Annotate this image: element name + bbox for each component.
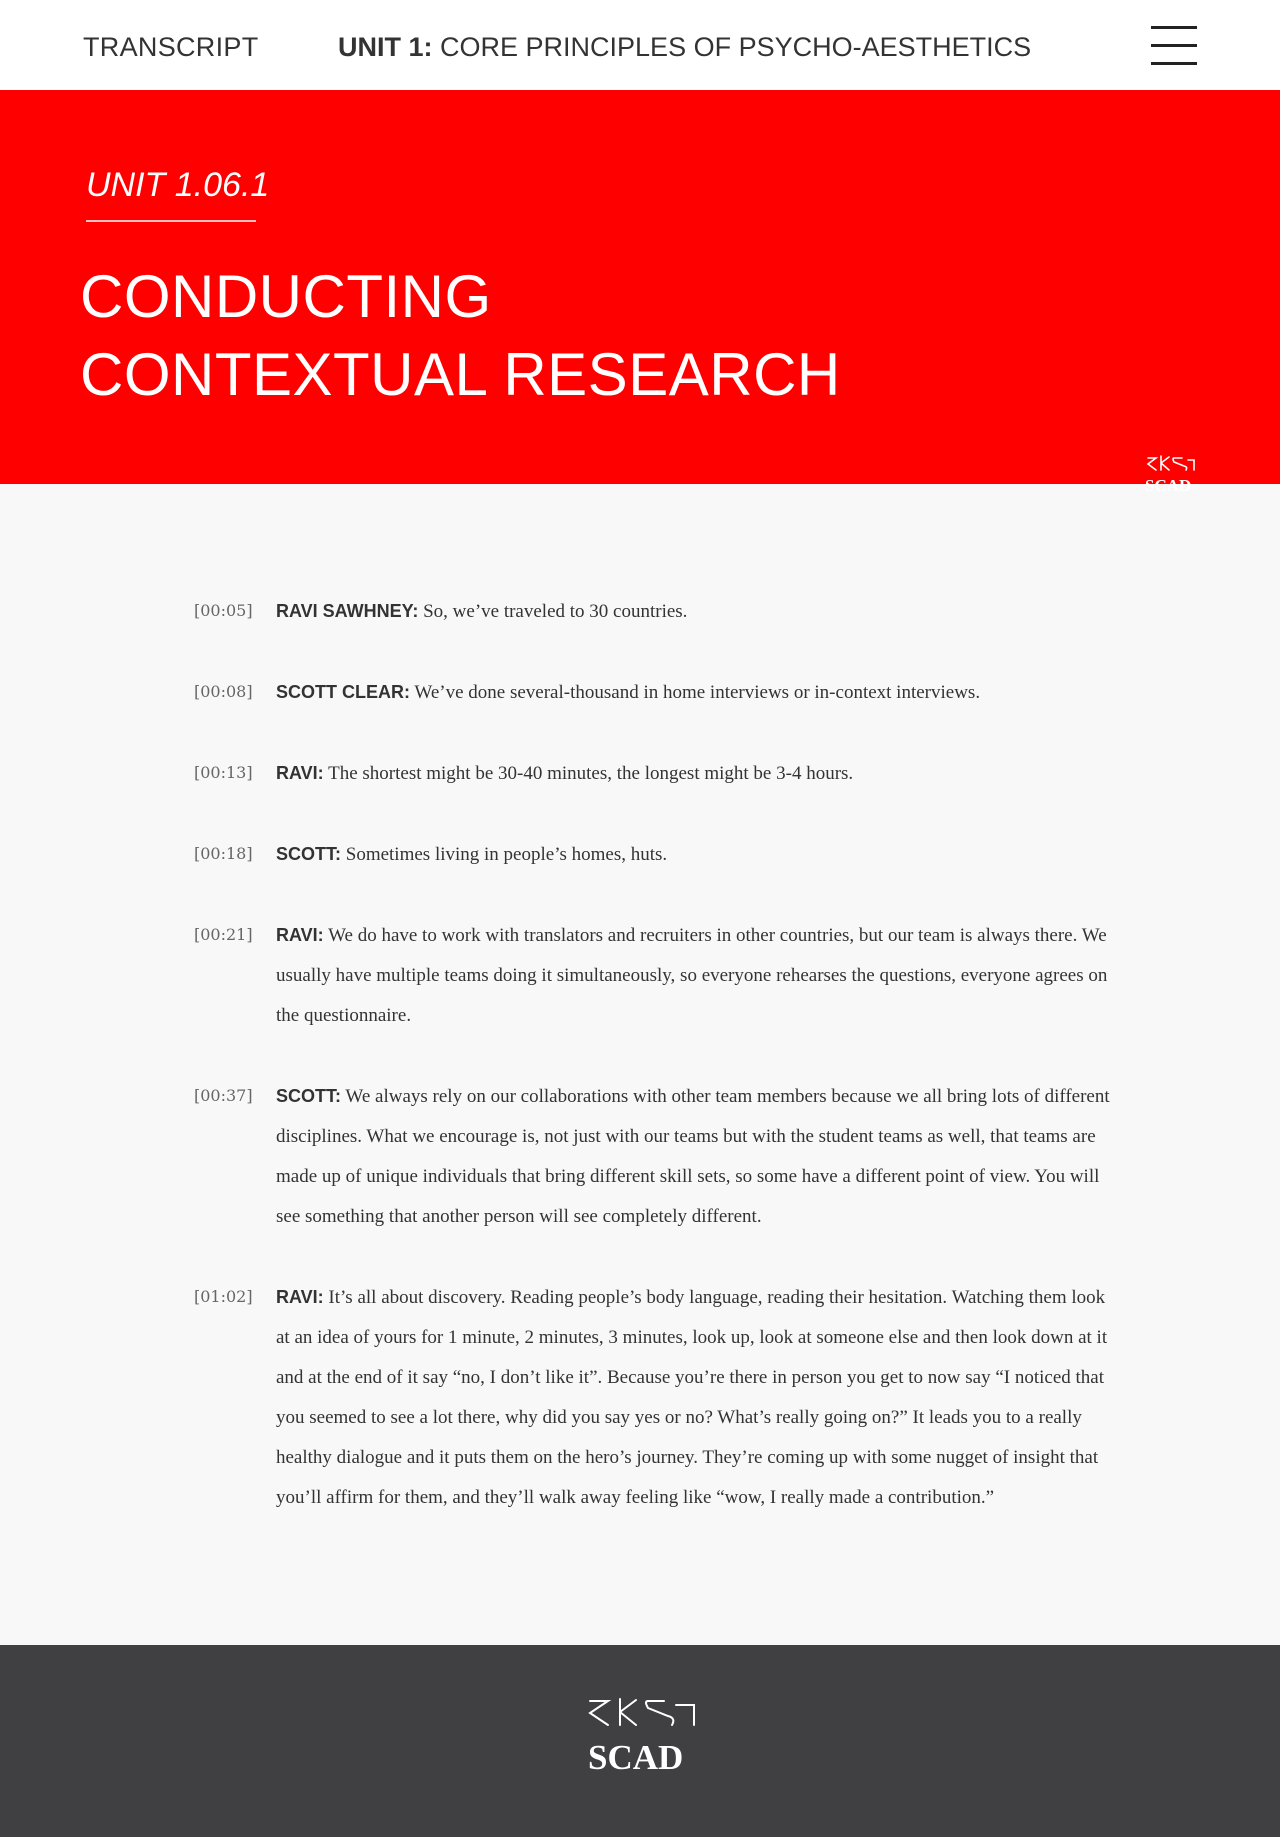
transcript-entry (194, 591, 1114, 632)
spoken-text: The shortest might be 30-40 minutes, the longest might be 3-4 hours. (328, 763, 854, 784)
speaker-name: RAVI: (276, 763, 324, 783)
unit-divider (86, 220, 256, 222)
spoken-text: We’ve done several-thousand in home interviews or in-context interviews. (414, 682, 981, 703)
hamburger-menu-icon[interactable] (1151, 26, 1197, 66)
speaker-name: RAVI: (276, 925, 324, 945)
hero-banner (0, 90, 1280, 494)
entry-text (276, 1076, 1114, 1237)
spoken-text: So, we’ve traveled to 30 countries. (423, 601, 688, 622)
hero-logo-text: SCAD (1145, 476, 1192, 494)
speaker-name: SCOTT: (276, 1086, 341, 1106)
spoken-text: We do have to work with translators and recruiters in other countries, but our team is always there. We usually have multiple teams doing it simultaneously, so everyone rehearses the questions, everyone agrees on the questionnaire. (276, 925, 1108, 1026)
page-title-line1: CONDUCTING (80, 263, 492, 330)
transcript-label: TRANSCRIPT (83, 32, 259, 62)
footer-logo-text: SCAD (588, 1738, 684, 1775)
transcript-entry (194, 1076, 1114, 1237)
transcript-body (0, 484, 1280, 1518)
timestamp: [00:08] (194, 682, 253, 701)
timestamp: [00:21] (194, 925, 253, 944)
unit-title (338, 32, 1031, 63)
unit-number: UNIT 1.06.1 (86, 166, 270, 204)
spoken-text: It’s all about discovery. Reading people’s body language, reading their hesitation. Watching them look at an idea of yours for 1 minute, 2 minutes, 3 minutes, look up, look at someone else and then look down at it and at the end of it say “no, I don’t like it”. Because you’re there in person you get to now say “I noticed that you seemed to see a lot there, why did you say yes or no? What’s really going on?” It leads you to a really healthy dialogue and it puts them on the hero’s journey. They’re coming up with some nugget of insight that you’ll affirm for them, and they’ll walk away feeling like “wow, I really made a contribution.” (276, 1287, 1108, 1508)
transcript-entry (194, 753, 1114, 794)
speaker-name: SCOTT CLEAR: (276, 682, 410, 702)
page-title-line2: CONTEXTUAL RESEARCH (80, 341, 841, 408)
entry-text (276, 672, 1114, 713)
speaker-name: RAVI SAWHNEY: (276, 601, 419, 621)
entry-text (276, 753, 1114, 794)
unit-prefix: UNIT 1: (338, 32, 433, 62)
timestamp: [00:05] (194, 601, 253, 620)
transcript-entry (194, 915, 1114, 1036)
spoken-text: We always rely on our collaborations with other team members because we all bring lots of different disciplines. What we encourage is, not just with our teams but with the student teams as well, that teams are made up of unique individuals that bring different skill sets, so some have a different point of view. You will see something that another person will see completely different. (276, 1086, 1110, 1227)
entry-text (276, 834, 1114, 875)
spoken-text: Sometimes living in people’s homes, huts. (345, 844, 668, 865)
transcript-entry (194, 672, 1114, 713)
timestamp: [00:37] (194, 1086, 253, 1105)
entry-text (276, 1277, 1114, 1518)
speaker-name: SCOTT: (276, 844, 341, 864)
transcript-entry (194, 834, 1114, 875)
speaker-name: RAVI: (276, 1287, 324, 1307)
entry-text (276, 915, 1114, 1036)
entry-text (276, 591, 1114, 632)
footer (0, 1645, 1280, 1837)
transcript-entry (194, 1277, 1114, 1518)
top-bar (0, 0, 1280, 90)
unit-title-text: CORE PRINCIPLES OF PSYCHO-AESTHETICS (440, 32, 1032, 62)
scad-footer-logo-icon (586, 1695, 698, 1775)
timestamp: [00:18] (194, 844, 253, 863)
timestamp: [00:13] (194, 763, 253, 782)
timestamp: [01:02] (194, 1287, 253, 1306)
